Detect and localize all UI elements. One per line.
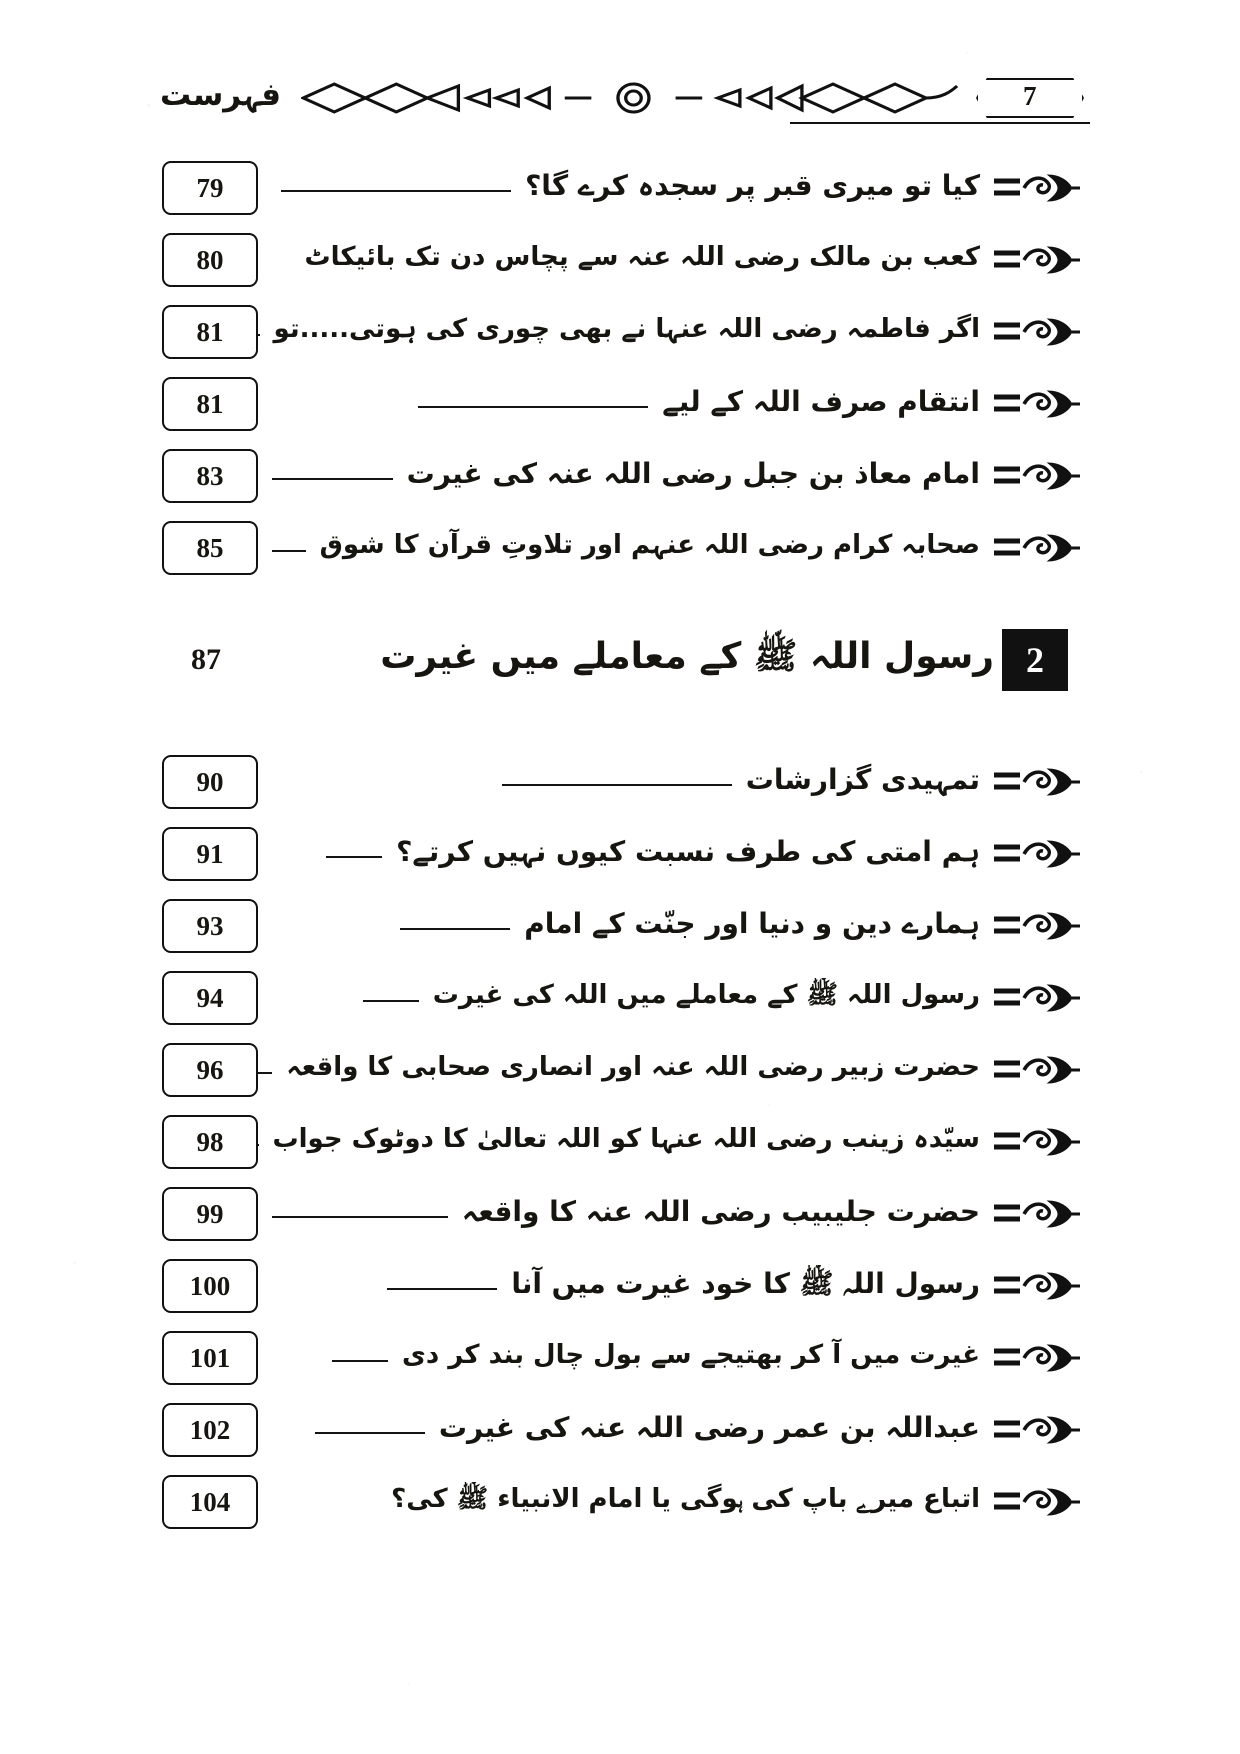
- leader-line: [315, 1432, 425, 1434]
- leader-line: [258, 1144, 259, 1146]
- toc-entry-title: امام معاذ بن جبل رضی اللہ عنہ کی غیرت: [406, 457, 980, 491]
- toc-title-cell: [258, 1338, 986, 1377]
- toc-row[interactable]: [160, 296, 1090, 368]
- page-content: [160, 70, 1090, 1538]
- toc-title-cell: [258, 312, 986, 351]
- toc-title-cell: [258, 833, 986, 875]
- toc-entry-title: تمہیدی گزارشات: [745, 763, 980, 797]
- toc-title-cell: [258, 1050, 986, 1089]
- flourish-equals-bullet-icon: [986, 381, 1082, 427]
- leader-line: [387, 1288, 497, 1290]
- leader-line: [363, 1000, 419, 1002]
- toc-page-number[interactable]: 98: [162, 1115, 258, 1169]
- toc-entry-title: ہمارے دین و دنیا اور جنّت کے امام: [524, 907, 980, 941]
- toc-page-number[interactable]: 85: [162, 521, 258, 575]
- toc-list-part-1: [160, 152, 1090, 584]
- header-underline: [790, 122, 1090, 124]
- flourish-equals-bullet-icon: [986, 1407, 1082, 1453]
- toc-entry-title: صحابہ کرام رضی اللہ عنہم اور تلاوتِ قرآن کا شوق: [319, 530, 980, 561]
- toc-entry-title: کیا تو میری قبر پر سجدہ کرے گا؟: [525, 169, 980, 203]
- flourish-equals-bullet-icon: [986, 831, 1082, 877]
- toc-entry-title: حضرت زبیر رضی اللہ عنہ اور انصاری صحابی کا واقعہ: [286, 1052, 980, 1083]
- toc-entry-title: اگر فاطمہ رضی اللہ عنہا نے بھی چوری کی ہوتی.....تو: [273, 314, 980, 345]
- toc-entry-title: کعب بن مالک رضی اللہ عنہ سے پچاس دن تک بائیکاٹ: [304, 242, 980, 273]
- toc-row[interactable]: [160, 512, 1090, 584]
- leader-line: [272, 550, 306, 552]
- leader-line: [326, 856, 382, 858]
- toc-entry-title: رسول اللہ ﷺ کا خود غیرت میں آنا: [511, 1267, 980, 1301]
- toc-title-cell: [258, 1265, 986, 1307]
- flourish-equals-bullet-icon: [986, 525, 1082, 571]
- chapter-title: رسول اللہ ﷺ کے معاملے میں غیرت: [380, 636, 994, 677]
- flourish-equals-bullet-icon: [986, 759, 1082, 805]
- toc-title-cell: [258, 1482, 986, 1521]
- leader-line: [400, 928, 510, 930]
- toc-title-cell: [258, 455, 986, 497]
- toc-page-number[interactable]: 104: [162, 1475, 258, 1529]
- toc-page-number[interactable]: 93: [162, 899, 258, 953]
- toc-row[interactable]: [160, 152, 1090, 224]
- toc-title-cell: [258, 383, 986, 425]
- toc-row[interactable]: [160, 1034, 1090, 1106]
- toc-entry-title: حضرت جلیبیب رضی اللہ عنہ کا واقعہ: [461, 1195, 980, 1229]
- leader-line: [332, 1360, 388, 1362]
- toc-entry-title: ہم امتی کی طرف نسبت کیوں نہیں کرتے؟: [396, 835, 980, 869]
- toc-page-number[interactable]: 90: [162, 755, 258, 809]
- chapter-page-number[interactable]: 87: [191, 643, 221, 676]
- flourish-equals-bullet-icon: [986, 975, 1082, 1021]
- toc-row[interactable]: [160, 962, 1090, 1034]
- toc-page-number[interactable]: 81: [162, 377, 258, 431]
- toc-row[interactable]: [160, 1178, 1090, 1250]
- toc-page-number[interactable]: 101: [162, 1331, 258, 1385]
- toc-entry-title: اتباع میرے باپ کی ہوگی یا امام الانبیاء ﷺ کی؟: [391, 1484, 980, 1515]
- toc-row[interactable]: [160, 1322, 1090, 1394]
- toc-title-cell: [258, 240, 986, 279]
- leader-line: [281, 190, 511, 192]
- toc-row[interactable]: [160, 890, 1090, 962]
- toc-entry-title: انتقام صرف اللہ کے لیے: [662, 385, 980, 419]
- toc-page-number[interactable]: 83: [162, 449, 258, 503]
- toc-page-number[interactable]: 96: [162, 1043, 258, 1097]
- toc-page-number[interactable]: 91: [162, 827, 258, 881]
- chapter-number-badge: 2: [1002, 629, 1068, 691]
- toc-row[interactable]: [160, 440, 1090, 512]
- toc-row[interactable]: [160, 1106, 1090, 1178]
- flourish-equals-bullet-icon: [986, 453, 1082, 499]
- leader-line: [258, 334, 260, 336]
- page-header: [160, 70, 1090, 126]
- flourish-equals-bullet-icon: [986, 237, 1082, 283]
- toc-title-cell: [258, 528, 986, 567]
- toc-page-number[interactable]: 81: [162, 305, 258, 359]
- toc-row[interactable]: [160, 746, 1090, 818]
- toc-row[interactable]: [160, 1394, 1090, 1466]
- toc-row[interactable]: [160, 1250, 1090, 1322]
- toc-page-number[interactable]: 94: [162, 971, 258, 1025]
- toc-page-number[interactable]: 100: [162, 1259, 258, 1313]
- flourish-equals-bullet-icon: [986, 1335, 1082, 1381]
- toc-page-number[interactable]: 99: [162, 1187, 258, 1241]
- toc-row[interactable]: [160, 224, 1090, 296]
- toc-title-cell: [258, 978, 986, 1017]
- leader-line: [258, 1072, 272, 1074]
- toc-title-cell: [258, 1122, 986, 1161]
- flourish-equals-bullet-icon: [986, 309, 1082, 355]
- toc-title-cell: [258, 905, 986, 947]
- toc-entry-title: غیرت میں آ کر بھتیجے سے بول چال بند کر دی: [402, 1340, 980, 1371]
- toc-row[interactable]: [160, 368, 1090, 440]
- toc-title-cell: [258, 167, 986, 209]
- toc-list-part-2: [160, 746, 1090, 1538]
- toc-page-number[interactable]: 80: [162, 233, 258, 287]
- flourish-equals-bullet-icon: [986, 1119, 1082, 1165]
- toc-title-cell: [258, 761, 986, 803]
- leader-line: [418, 406, 648, 408]
- flourish-equals-bullet-icon: [986, 1263, 1082, 1309]
- flourish-equals-bullet-icon: [986, 903, 1082, 949]
- header-ornament-icon: [301, 78, 966, 118]
- page-number-badge: [970, 76, 1090, 120]
- chapter-heading[interactable]: [160, 600, 1090, 720]
- header-title: فہرست: [160, 77, 282, 113]
- toc-entry-title: عبداللہ بن عمر رضی اللہ عنہ کی غیرت: [438, 1411, 980, 1445]
- toc-title-cell: [258, 1193, 986, 1235]
- toc-title-cell: [258, 1409, 986, 1451]
- flourish-equals-bullet-icon: [986, 165, 1082, 211]
- toc-page-number[interactable]: 79: [162, 161, 258, 215]
- toc-entry-title: سیّدہ زینب رضی اللہ عنہا کو اللہ تعالیٰ کا دوٹوک جواب: [272, 1124, 980, 1155]
- toc-entry-title: رسول اللہ ﷺ کے معاملے میں اللہ کی غیرت: [432, 980, 980, 1011]
- toc-row[interactable]: [160, 818, 1090, 890]
- toc-row[interactable]: [160, 1466, 1090, 1538]
- leader-line: [272, 1216, 448, 1218]
- page-number: 7: [1023, 80, 1037, 111]
- flourish-equals-bullet-icon: [986, 1047, 1082, 1093]
- toc-page-number[interactable]: 102: [162, 1403, 258, 1457]
- leader-line: [272, 478, 393, 480]
- flourish-equals-bullet-icon: [986, 1191, 1082, 1237]
- flourish-equals-bullet-icon: [986, 1479, 1082, 1525]
- leader-line: [502, 784, 732, 786]
